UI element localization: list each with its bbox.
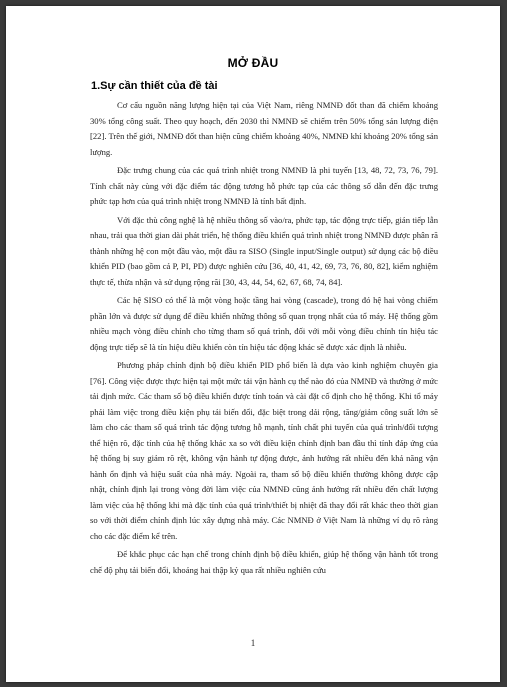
page-title: MỞ ĐẦU [227,56,279,70]
section-heading: 1.Sự cần thiết của đề tài [91,80,218,92]
paragraph: Phương pháp chỉnh định bộ điều khiển PID phổ biến là dựa vào kinh nghiệm chuyên gia [76]. Công việc được thực hiện tại một mức tải vận hành cụ thể nào đó của NMNĐ và thường ở mức tải định mức. Các tham số bộ điều khiển được tính toán và cài đặt cố định cho hệ thống. Khi tổ máy phải làm việc trong điều kiện phụ tải biến đổi, đặc biệt trong dải rộng, tăng/giảm công suất lớn sẽ làm cho các tham số quá trình tác động tương hỗ mạnh, tính chất phi tuyến của quá trình/đối tượng thể hiện rõ, đặc tính của hệ thống khác xa so với điều kiện chỉnh định ban đầu thì tính đáp ứng của hệ thống bị suy giảm rõ rệt, không vận hành tự động được, ảnh hưởng rất nhiều đến khả năng vận hành ổn định và hiệu suất của nhà máy. Ngoài ra, tham số bộ điều khiển thường không được cập nhật, chỉnh định lại trong vòng đời làm việc của NMNĐ cũng ảnh hưởng rất nhiều đến chất lượng làm việc của hệ thống khi mà đặc tính của quá trình/thiết bị nhiệt đã thay đổi rất khác theo thời gian so với thời điểm chỉnh định lúc xây dựng nhà máy. Các NMNĐ ở Việt Nam là những ví dụ rõ ràng cho các đặc điểm kể trên. [90,360,438,541]
paragraph: Các hệ SISO có thể là một vòng hoặc tầng hai vòng (cascade), trong đó hệ hai vòng chiếm phần lớn và được sử dụng để điều khiển những thông số quan trọng nhất của tổ máy. Hệ thống gồm nhiều mạch vòng điều chỉnh cho từng tham số quá trình, đối với mỗi vòng điều chỉnh tín hiệu tác động trực tiếp sẽ là tín hiệu điều khiển còn tín hiệu tác động khác sẽ được xác định là nhiễu. [90,295,438,352]
paragraph: Để khắc phục các hạn chế trong chỉnh định bộ điều khiển, giúp hệ thống vận hành tốt trong chế độ phụ tải biến đổi, khoảng hai thập kỷ qua rất nhiều nghiên cứu [90,549,438,575]
body-text [90,98,438,581]
document-page [6,6,500,682]
paragraph: Với đặc thù công nghệ là hệ nhiều thông số vào/ra, phức tạp, tác động trực tiếp, gián tiếp lẫn nhau, trải qua thời gian dài phát triển, hệ thống điều khiển quá trình nhiệt trong NMNĐ được phân rã thành những hệ con một đầu vào, một đầu ra SISO (Single input/Single output) sử dụng các bộ điều khiển PID (bao gồm cả P, PI, PD) được nghiên cứu [36, 40, 41, 42, 69, 73, 76, 80, 82], kiểm nghiệm thực tế, thừa nhận và sử dụng rộng rãi [30, 43, 44, 54, 62, 67, 68, 74, 84]. [90,214,438,287]
paragraph: Đặc trưng chung của các quá trình nhiệt trong NMNĐ là phi tuyến [13, 48, 72, 73, 76, 79]. Tính chất này cùng với đặc điểm tác động tương hỗ phức tạp của các thông số dẫn đến đặc trưng phức tạp hơn của quá trình nhiệt trong NMNĐ là tính bất định. [90,165,438,206]
paragraph: Cơ cấu nguồn năng lượng hiện tại của Việt Nam, riêng NMNĐ đốt than đã chiếm khoảng 30% tổng công suất. Theo quy hoạch, đến 2030 thì NMNĐ sẽ chiếm trên 50% tổng sản lượng điện [22]. Trên thế giới, NMNĐ đốt than hiện cũng chiếm khoảng 40%, NMNĐ khí khoảng 20% tổng sản lượng. [90,100,438,157]
page-number: 1 [250,638,256,648]
